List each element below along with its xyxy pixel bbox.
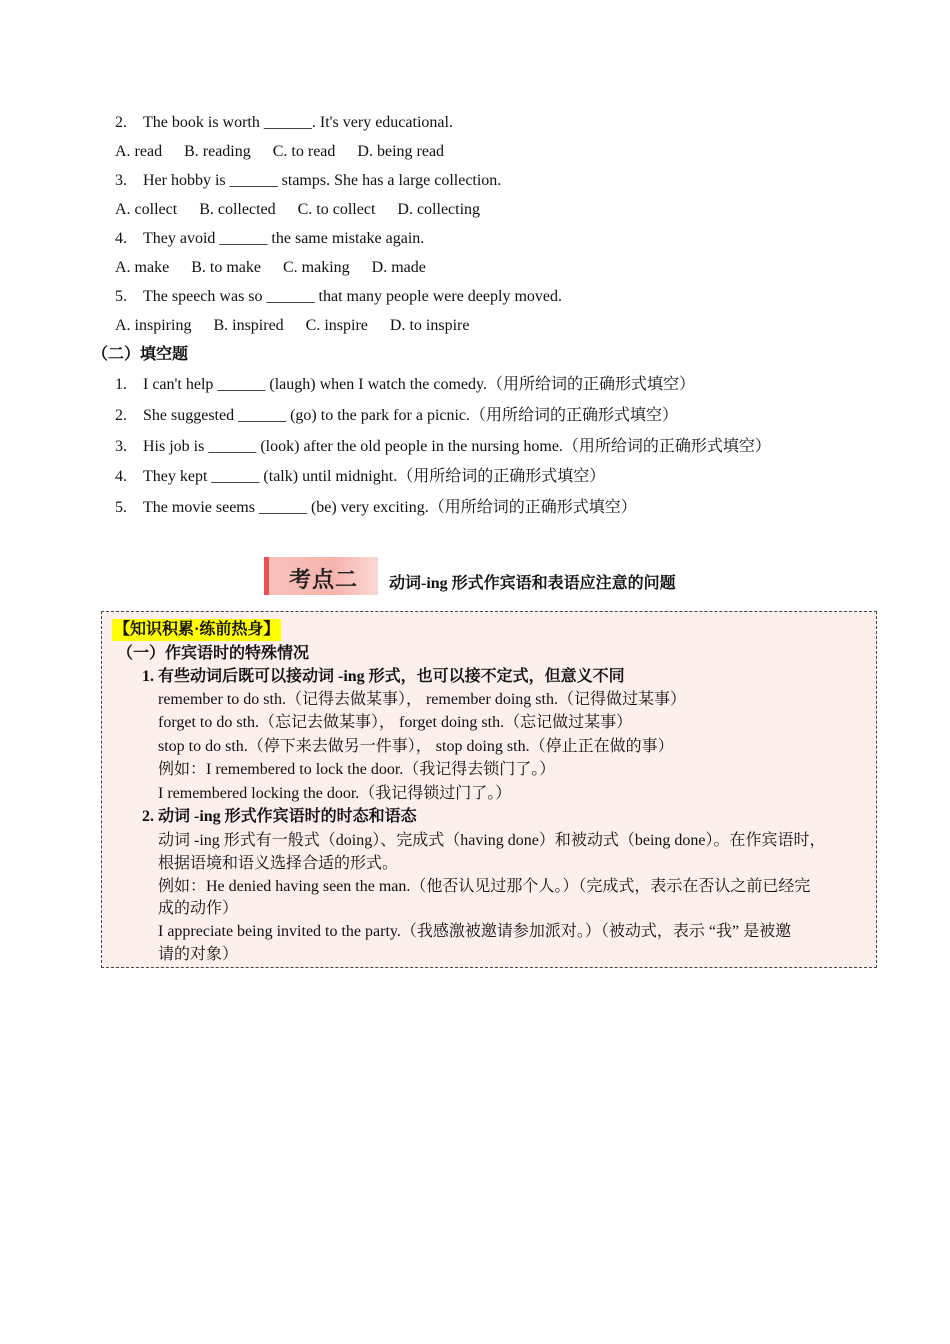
option-c: C. inspire	[305, 317, 368, 334]
option-d: D. to inspire	[389, 317, 470, 334]
question-text: The speech was so ______ that many people were deeply moved.	[143, 288, 562, 305]
banner-title: 动词-ing 形式作宾语和表语应注意的问题	[389, 575, 676, 592]
item-text: His job is ______ (look) after the old people in the nursing home.（用所给词的正确形式填空）	[143, 438, 771, 455]
option-c: C. making	[282, 259, 350, 276]
question-number: 3.	[115, 172, 127, 189]
sub-heading: （一）作宾语时的特殊情况	[117, 645, 310, 662]
option-a: A. read	[115, 143, 163, 160]
option-a: A. collect	[115, 201, 178, 218]
point2-line: 成的动作）	[158, 900, 239, 917]
option-a: A. inspiring	[115, 317, 192, 334]
fill-item-1	[115, 375, 695, 395]
fill-item-5	[115, 498, 637, 518]
point2-line: 例如：He denied having seen the man.（他否认见过那个人。）（完成式，表示在否认之前已经完	[158, 878, 811, 895]
option-d: D. being read	[357, 143, 445, 160]
question-text: The book is worth ______. It's very educational.	[143, 114, 453, 131]
item-number: 4.	[115, 468, 127, 485]
option-a: A. make	[115, 259, 170, 276]
options-3	[115, 200, 502, 220]
item-text: They kept ______ (talk) until midnight.（用所给词的正确形式填空）	[143, 468, 606, 485]
question-2	[115, 113, 453, 133]
fill-item-2	[115, 406, 678, 426]
item-number: 1.	[115, 376, 127, 393]
question-number: 4.	[115, 230, 127, 247]
question-text: Her hobby is ______ stamps. She has a large collection.	[143, 172, 502, 189]
question-text: They avoid ______ the same mistake again.	[143, 230, 425, 247]
option-c: C. to read	[272, 143, 336, 160]
item-number: 3.	[115, 438, 127, 455]
point1-line: remember to do sth.（记得去做某事）， remember doing sth.（记得做过某事）	[158, 691, 686, 708]
option-b: B. inspired	[213, 317, 284, 334]
fill-item-3	[115, 437, 771, 457]
item-text: I can't help ______ (laugh) when I watch the comedy.（用所给词的正确形式填空）	[143, 376, 695, 393]
options-4	[115, 258, 448, 278]
option-d: D. made	[371, 259, 426, 276]
point2-title: 2. 动词 -ing 形式作宾语时的时态和语态	[142, 808, 417, 825]
item-text: She suggested ______ (go) to the park for a picnic.（用所给词的正确形式填空）	[143, 407, 679, 424]
point1-line: I remembered locking the door.（我记得锁过门了。）	[158, 785, 512, 802]
question-4	[115, 229, 424, 249]
options-5	[115, 316, 491, 336]
option-c: C. to collect	[297, 201, 376, 218]
question-number: 2.	[115, 114, 127, 131]
option-b: B. to make	[191, 259, 261, 276]
item-text: The movie seems ______ (be) very exciting.（用所给词的正确形式填空）	[143, 499, 637, 516]
item-number: 2.	[115, 407, 127, 424]
point1-line: forget to do sth.（忘记去做某事）， forget doing sth.（忘记做过某事）	[158, 714, 633, 731]
option-d: D. collecting	[397, 201, 481, 218]
point1-line: stop to do sth.（停下来去做另一件事）， stop doing sth.（停止正在做的事）	[158, 738, 674, 755]
option-b: B. reading	[184, 143, 251, 160]
point2-line: 请的对象）	[158, 946, 239, 963]
knowledge-tag: 【知识积累·练前热身】	[112, 619, 281, 641]
point1-title: 1. 有些动词后既可以接动词 -ing 形式，也可以接不定式，但意义不同	[142, 668, 625, 685]
point1-line: 例如：I remembered to lock the door.（我记得去锁门了。）	[158, 761, 556, 778]
banner-label: 考点二	[289, 568, 359, 593]
question-3	[115, 171, 501, 191]
question-5	[115, 287, 562, 307]
point2-line: 根据语境和语义选择合适的形式。	[158, 855, 399, 872]
fill-section-heading: （二）填空题	[92, 346, 189, 363]
question-number: 5.	[115, 288, 127, 305]
item-number: 5.	[115, 499, 127, 516]
option-b: B. collected	[199, 201, 276, 218]
point2-line: 动词 -ing 形式有一般式（doing）、完成式（having done）和被动式（being done）。在作宾语时，	[158, 832, 826, 849]
point2-line: I appreciate being invited to the party.（我感激被邀请参加派对。）（被动式，表示 “我” 是被邀	[158, 923, 792, 940]
options-2	[115, 142, 466, 162]
fill-item-4	[115, 467, 605, 487]
